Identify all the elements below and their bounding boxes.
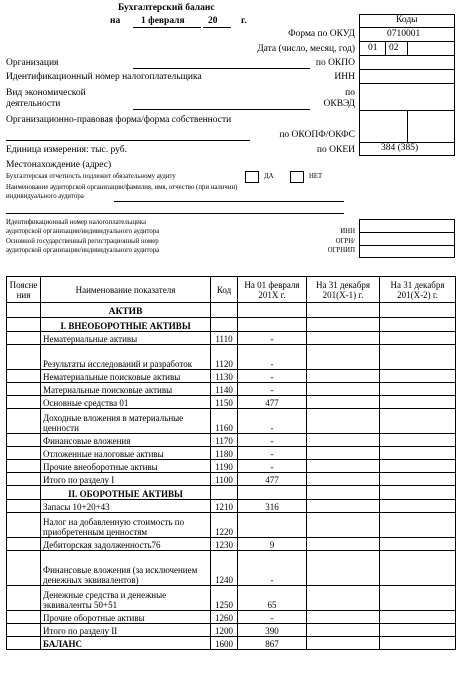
row-notes bbox=[7, 513, 41, 538]
table-row bbox=[7, 434, 456, 447]
row-value-2 bbox=[307, 624, 380, 637]
auditor-ogrn-code-label-1: ОГРН/ bbox=[335, 238, 355, 245]
date-prefix: на bbox=[110, 16, 121, 26]
table-row bbox=[7, 513, 456, 538]
row-code: 1120 bbox=[211, 345, 238, 370]
table-row bbox=[7, 447, 456, 460]
row-value-1: - bbox=[238, 345, 307, 370]
row-name: БАЛАНС bbox=[41, 637, 211, 650]
table-row bbox=[7, 500, 456, 513]
organization-label: Организация bbox=[6, 58, 59, 68]
inn-label: Идентификационный номер налогоплательщика bbox=[6, 72, 202, 82]
audit-no-label: НЕТ bbox=[309, 173, 323, 180]
table-row bbox=[7, 538, 456, 551]
row-notes bbox=[7, 332, 41, 345]
row-name: Финансовые вложения (за исключением денежных эквивалентов) bbox=[41, 551, 211, 586]
okpo-label: по ОКПО bbox=[315, 58, 355, 68]
row-value-3 bbox=[380, 383, 456, 396]
row-name: Прочие внеоборотные активы bbox=[41, 460, 211, 473]
auditor-inn-code-label: ИНН bbox=[340, 228, 355, 235]
okved-label-1: по bbox=[345, 88, 355, 98]
row-value-1 bbox=[238, 513, 307, 538]
row-value-1: 65 bbox=[238, 586, 307, 611]
row-value-1: 867 bbox=[238, 637, 307, 650]
auditor-name-label-2: индивидуального аудитора bbox=[6, 193, 84, 200]
table-row bbox=[7, 624, 456, 637]
row-code: 1250 bbox=[211, 586, 238, 611]
header-notes: Поясне ния bbox=[7, 277, 41, 303]
row-value-1: - bbox=[238, 551, 307, 586]
date-day-code: 01 bbox=[368, 43, 378, 53]
row-notes bbox=[7, 551, 41, 586]
table-row bbox=[7, 473, 456, 486]
row-value-2 bbox=[307, 513, 380, 538]
header-col1: На 01 февраля 201Х г. bbox=[238, 277, 307, 303]
row-value-1: 9 bbox=[238, 538, 307, 551]
row-value-1: - bbox=[238, 409, 307, 434]
okud-value: 0710001 bbox=[387, 29, 421, 39]
row-value-2 bbox=[307, 332, 380, 345]
row-value-2 bbox=[307, 538, 380, 551]
row-value-1: - bbox=[238, 434, 307, 447]
balance-table bbox=[6, 276, 456, 650]
row-value-1: 316 bbox=[238, 500, 307, 513]
row-code: 1190 bbox=[211, 460, 238, 473]
location-label: Местонахождение (адрес) bbox=[6, 160, 112, 170]
row-code: 1150 bbox=[211, 396, 238, 409]
row-value-3 bbox=[380, 473, 456, 486]
row-value-1: - bbox=[238, 447, 307, 460]
activity-label-2: деятельности bbox=[6, 99, 61, 109]
row-name: Дебиторская задолженность76 bbox=[41, 538, 211, 551]
row-name: Основные средства 01 bbox=[41, 396, 211, 409]
asset-title: АКТИВ bbox=[41, 303, 211, 318]
row-value-2 bbox=[307, 345, 380, 370]
row-value-2 bbox=[307, 637, 380, 650]
row-value-2 bbox=[307, 460, 380, 473]
row-code: 1160 bbox=[211, 409, 238, 434]
table-row bbox=[7, 586, 456, 611]
row-name: Запасы 10+20+43 bbox=[41, 500, 211, 513]
row-value-2 bbox=[307, 473, 380, 486]
row-code: 1230 bbox=[211, 538, 238, 551]
okved-label-2: ОКВЭД bbox=[323, 99, 355, 109]
row-code: 1200 bbox=[211, 624, 238, 637]
row-notes bbox=[7, 473, 41, 486]
row-notes bbox=[7, 396, 41, 409]
form-title: Бухгалтерский баланс bbox=[118, 3, 215, 13]
row-value-2 bbox=[307, 396, 380, 409]
auditor-ogrn-label-1: Основной государственный регистрационный номер bbox=[6, 238, 159, 245]
table-row bbox=[7, 383, 456, 396]
row-name: Финансовые вложения bbox=[41, 434, 211, 447]
row-value-3 bbox=[380, 586, 456, 611]
row-value-3 bbox=[380, 434, 456, 447]
date-day: 1 февраля bbox=[141, 16, 185, 26]
auditor-ogrn-label-2: аудиторской организации/индивидуального аудитора bbox=[6, 247, 160, 254]
row-code: 1140 bbox=[211, 383, 238, 396]
table-row bbox=[7, 637, 456, 650]
row-code: 1100 bbox=[211, 473, 238, 486]
row-value-1: - bbox=[238, 370, 307, 383]
row-name: Налог на добавленную стоимость по приобретенным ценностям bbox=[41, 513, 211, 538]
row-name: Материальные поисковые активы bbox=[41, 383, 211, 396]
row-notes bbox=[7, 434, 41, 447]
row-code: 1220 bbox=[211, 513, 238, 538]
row-name: Прочие оборотные активы bbox=[41, 611, 211, 624]
row-notes bbox=[7, 447, 41, 460]
row-notes bbox=[7, 611, 41, 624]
row-name: Итого по разделу II bbox=[41, 624, 211, 637]
row-value-1: 477 bbox=[238, 473, 307, 486]
row-name: Денежные средства и денежные эквиваленты 50+51 bbox=[41, 586, 211, 611]
row-notes bbox=[7, 409, 41, 434]
header-name: Наименование показателя bbox=[41, 277, 211, 303]
okei-value: 384 (385) bbox=[381, 143, 419, 153]
row-value-3 bbox=[380, 447, 456, 460]
row-value-1: - bbox=[238, 611, 307, 624]
section2-title: II. ОБОРОТНЫЕ АКТИВЫ bbox=[41, 486, 211, 500]
row-name: Нематериальные активы bbox=[41, 332, 211, 345]
row-value-2 bbox=[307, 409, 380, 434]
legal-form-label: Организационно-правовая форма/форма собственности bbox=[6, 115, 232, 125]
row-notes bbox=[7, 500, 41, 513]
inn-code-label: ИНН bbox=[334, 72, 355, 82]
row-value-2 bbox=[307, 611, 380, 624]
row-value-1: 390 bbox=[238, 624, 307, 637]
table-row bbox=[7, 460, 456, 473]
row-value-2 bbox=[307, 383, 380, 396]
row-notes bbox=[7, 345, 41, 370]
row-value-2 bbox=[307, 370, 380, 383]
table-row bbox=[7, 345, 456, 370]
row-value-3 bbox=[380, 409, 456, 434]
codes-title: Коды bbox=[396, 15, 418, 25]
table-row bbox=[7, 611, 456, 624]
header-col3: На 31 декабря 201(Х-2) г. bbox=[380, 277, 456, 303]
row-name: Итого по разделу I bbox=[41, 473, 211, 486]
audit-yes-checkbox[interactable] bbox=[245, 171, 259, 183]
audit-required-label: Бухгалтерская отчетность подлежит обязательному аудиту bbox=[6, 173, 176, 180]
row-code: 1260 bbox=[211, 611, 238, 624]
row-value-1: 477 bbox=[238, 396, 307, 409]
row-value-3 bbox=[380, 637, 456, 650]
row-value-1: - bbox=[238, 383, 307, 396]
row-code: 1240 bbox=[211, 551, 238, 586]
row-code: 1110 bbox=[211, 332, 238, 345]
header-code: Код bbox=[211, 277, 238, 303]
row-name: Отложенные налоговые активы bbox=[41, 447, 211, 460]
row-value-2 bbox=[307, 586, 380, 611]
row-value-3 bbox=[380, 345, 456, 370]
unit-label: Единица измерения: тыс. руб. bbox=[6, 145, 127, 155]
row-value-3 bbox=[380, 551, 456, 586]
row-name: Нематериальные поисковые активы bbox=[41, 370, 211, 383]
row-value-2 bbox=[307, 447, 380, 460]
date-month-code: 02 bbox=[389, 43, 399, 53]
row-value-1: - bbox=[238, 332, 307, 345]
row-value-2 bbox=[307, 551, 380, 586]
row-value-3 bbox=[380, 370, 456, 383]
row-code: 1210 bbox=[211, 500, 238, 513]
row-value-3 bbox=[380, 460, 456, 473]
row-value-2 bbox=[307, 434, 380, 447]
table-row bbox=[7, 551, 456, 586]
row-notes bbox=[7, 383, 41, 396]
row-notes bbox=[7, 624, 41, 637]
table-row bbox=[7, 409, 456, 434]
table-row bbox=[7, 332, 456, 345]
date-year: 20 bbox=[208, 16, 218, 26]
year-suffix: г. bbox=[241, 16, 247, 26]
auditor-ogrn-code-label-2: ОГРНИП bbox=[327, 247, 355, 254]
row-code: 1170 bbox=[211, 434, 238, 447]
row-value-3 bbox=[380, 624, 456, 637]
audit-no-checkbox[interactable] bbox=[290, 171, 304, 183]
row-notes bbox=[7, 538, 41, 551]
okud-label: Форма по ОКУД bbox=[288, 29, 355, 39]
row-value-3 bbox=[380, 500, 456, 513]
row-value-3 bbox=[380, 513, 456, 538]
row-value-3 bbox=[380, 332, 456, 345]
auditor-inn-label-2: аудиторской организации/индивидуального аудитора bbox=[6, 228, 160, 235]
activity-label-1: Вид экономической bbox=[6, 88, 86, 98]
audit-yes-label: ДА bbox=[264, 173, 274, 180]
auditor-name-label-1: Наименование аудиторской организации/фамилия, имя, отчество (при наличии) bbox=[6, 184, 238, 191]
row-notes bbox=[7, 370, 41, 383]
row-name: Доходные вложения в материальные ценности bbox=[41, 409, 211, 434]
row-code: 1130 bbox=[211, 370, 238, 383]
row-value-2 bbox=[307, 500, 380, 513]
header-col2: На 31 декабря 201(Х-1) г. bbox=[307, 277, 380, 303]
row-notes bbox=[7, 460, 41, 473]
row-value-3 bbox=[380, 396, 456, 409]
auditor-inn-label-1: Идентификационный номер налогоплательщика bbox=[6, 219, 147, 226]
row-value-3 bbox=[380, 611, 456, 624]
table-row bbox=[7, 396, 456, 409]
row-value-3 bbox=[380, 538, 456, 551]
date-label: Дата (число, месяц, год) bbox=[257, 44, 355, 54]
row-name: Результаты исследований и разработок bbox=[41, 345, 211, 370]
row-notes bbox=[7, 637, 41, 650]
row-notes bbox=[7, 586, 41, 611]
okopf-label: по ОКОПФ/ОКФС bbox=[279, 130, 355, 140]
auditor-codes-box bbox=[359, 219, 455, 258]
row-code: 1600 bbox=[211, 637, 238, 650]
row-value-1: - bbox=[238, 460, 307, 473]
row-code: 1180 bbox=[211, 447, 238, 460]
okei-label: по ОКЕИ bbox=[316, 145, 355, 155]
section1-title: I. ВНЕОБОРОТНЫЕ АКТИВЫ bbox=[41, 318, 211, 332]
table-row bbox=[7, 370, 456, 383]
